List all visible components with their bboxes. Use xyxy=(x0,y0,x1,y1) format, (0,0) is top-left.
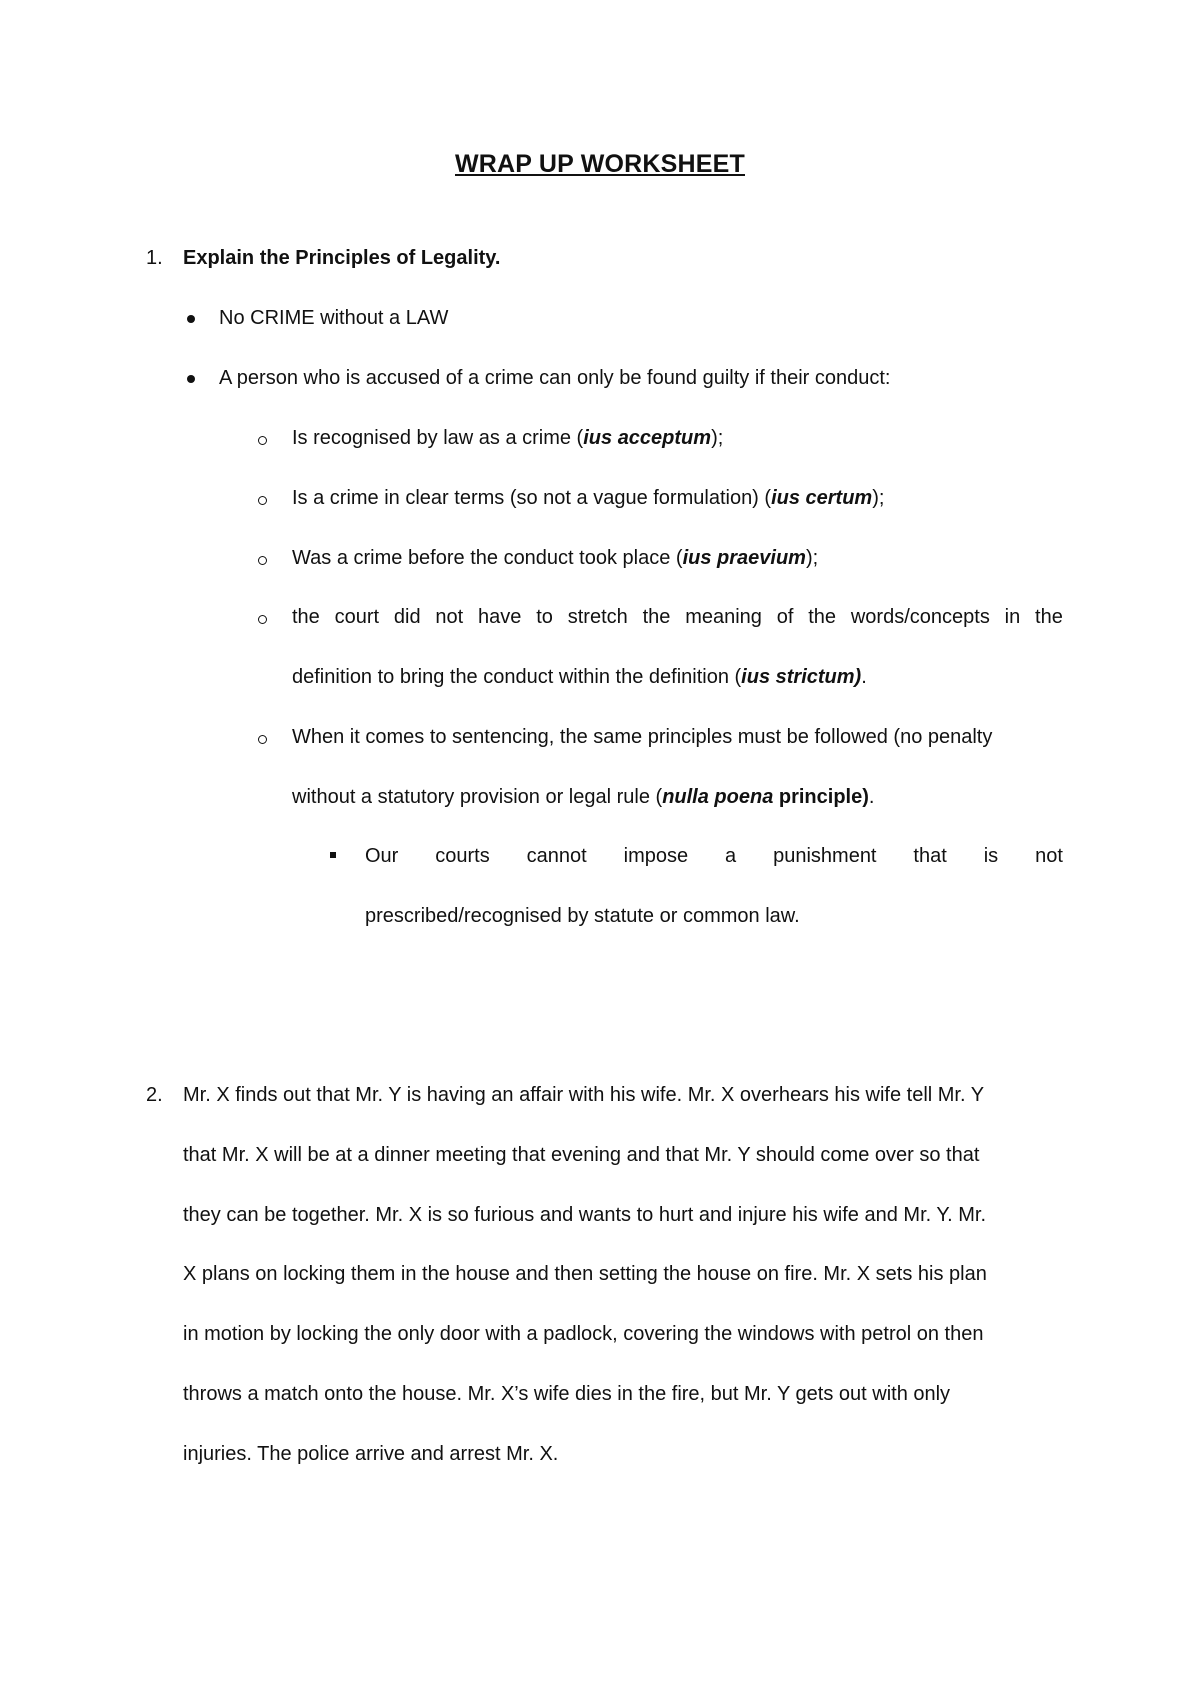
bullet-icon xyxy=(187,375,195,383)
question-2-line: they can be together. Mr. X is so furious and wants to hurt and injure his wife and Mr. Y. Mr. xyxy=(183,1204,987,1226)
subsub-point-line-1 xyxy=(365,842,1063,870)
subsub-point-word: cannot xyxy=(526,845,587,867)
subpoint-4-word: to xyxy=(536,606,553,628)
subsub-point-word: is xyxy=(983,845,999,867)
bullet-2: A person who is accused of a crime can only be found guilty if their conduct: xyxy=(219,367,891,389)
page-title: WRAP UP WORKSHEET xyxy=(455,150,745,178)
subsub-point-line-2: prescribed/recognised by statute or common law. xyxy=(365,905,800,927)
question-2-line: Mr. X finds out that Mr. Y is having an affair with his wife. Mr. X overhears his wife tell Mr. Y xyxy=(183,1084,985,1106)
subsub-point-word: a xyxy=(725,845,737,867)
subpoint-4-line-1 xyxy=(292,603,1063,631)
circle-bullet-icon xyxy=(258,436,267,445)
subpoint-4-word: meaning xyxy=(685,606,762,628)
subpoint-4-word: have xyxy=(478,606,522,628)
subsub-point-word: Our xyxy=(365,845,399,867)
subpoint-2: Is a crime in clear terms (so not a vague formulation) (ius certum); xyxy=(292,487,885,509)
subpoint-4-word: the xyxy=(808,606,837,628)
subpoint-4-word: the xyxy=(642,606,671,628)
subsub-point-word: courts xyxy=(435,845,490,867)
question-2-line: that Mr. X will be at a dinner meeting that evening and that Mr. Y should come over so that xyxy=(183,1144,980,1166)
question-2-number: 2. xyxy=(146,1084,163,1106)
circle-bullet-icon xyxy=(258,735,267,744)
question-1-text: Explain the Principles of Legality. xyxy=(183,247,501,269)
subpoint-4-word: court xyxy=(334,606,380,628)
subpoint-4-word: in xyxy=(1004,606,1021,628)
question-2-line: throws a match onto the house. Mr. X’s wife dies in the fire, but Mr. Y gets out with only xyxy=(183,1383,951,1405)
subsub-point-word: punishment xyxy=(773,845,877,867)
subpoint-4-word: stretch xyxy=(567,606,628,628)
subsub-point-word: impose xyxy=(623,845,689,867)
subsub-point-word: not xyxy=(1035,845,1063,867)
bullet-1: No CRIME without a LAW xyxy=(219,307,449,329)
subpoint-4-word: not xyxy=(435,606,464,628)
subpoint-4-word: the xyxy=(292,606,320,628)
subsub-point-word: that xyxy=(913,845,947,867)
subpoint-3: Was a crime before the conduct took place (ius praevium); xyxy=(292,547,819,569)
subpoint-4-line-2: definition to bring the conduct within the definition (ius strictum). xyxy=(292,666,867,688)
subpoint-5-line-1: When it comes to sentencing, the same principles must be followed (no penalty xyxy=(292,726,993,748)
square-bullet-icon xyxy=(330,852,336,858)
bullet-icon xyxy=(187,315,195,323)
circle-bullet-icon xyxy=(258,615,267,624)
question-1-number: 1. xyxy=(146,247,163,269)
question-2-line: X plans on locking them in the house and then setting the house on fire. Mr. X sets his plan xyxy=(183,1263,987,1285)
circle-bullet-icon xyxy=(258,556,267,565)
subpoint-4-word: the xyxy=(1035,606,1063,628)
circle-bullet-icon xyxy=(258,496,267,505)
subpoint-1: Is recognised by law as a crime (ius acceptum); xyxy=(292,427,724,449)
subpoint-4-word: did xyxy=(393,606,421,628)
question-2-line: in motion by locking the only door with a padlock, covering the windows with petrol on then xyxy=(183,1323,984,1345)
subpoint-4-word: words/concepts xyxy=(850,606,990,628)
subpoint-4-word: of xyxy=(776,606,794,628)
question-2-line: injuries. The police arrive and arrest Mr. X. xyxy=(183,1443,559,1465)
subpoint-5-line-2: without a statutory provision or legal rule (nulla poena principle). xyxy=(292,786,875,808)
